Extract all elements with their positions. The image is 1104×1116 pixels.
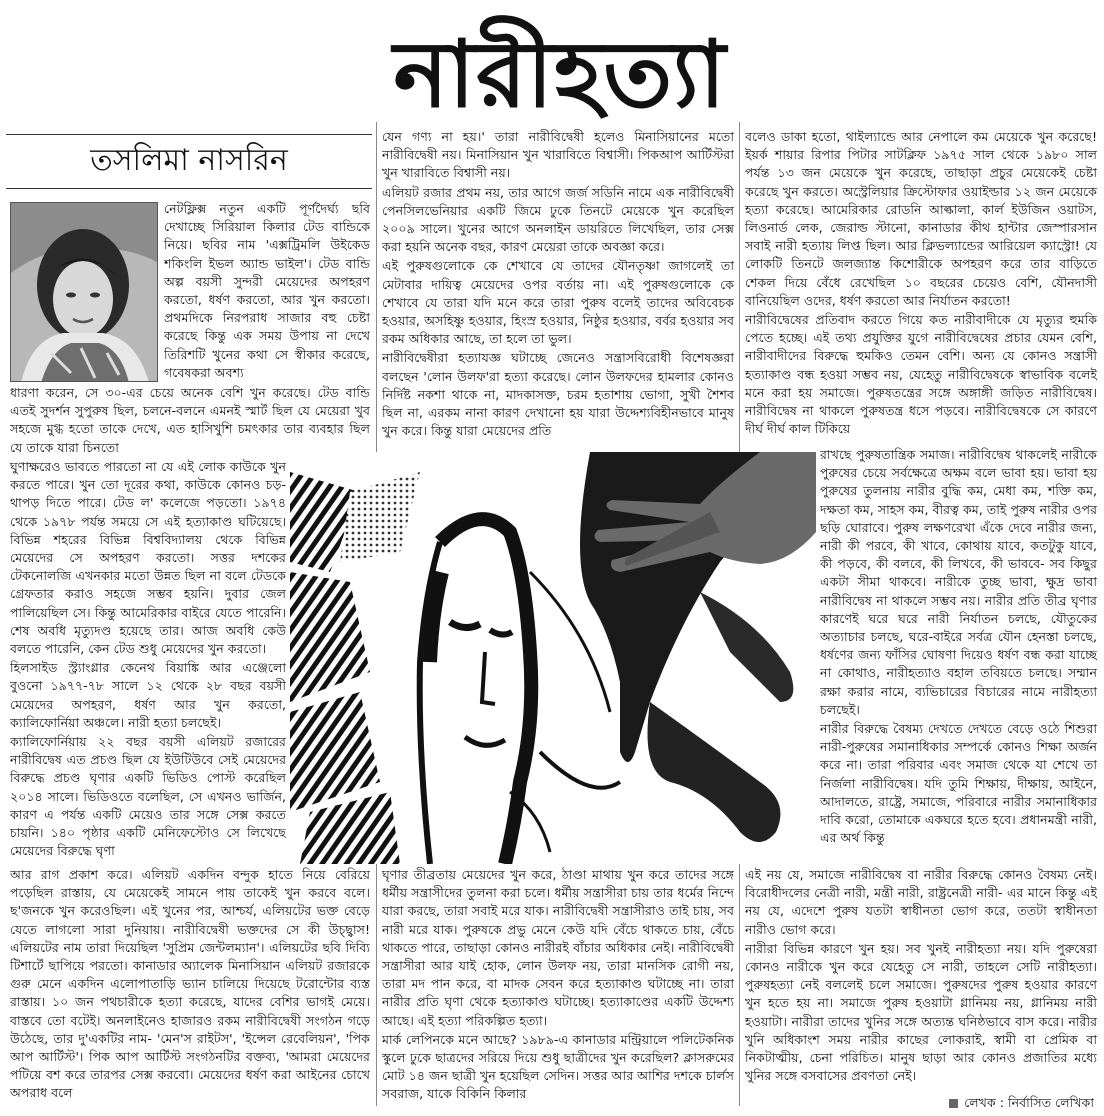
col2-bottom xyxy=(382,866,734,1112)
paragraph: নারীবিদ্বেষীরা হত্যাযজ্ঞ ঘটাচ্ছে জেনেও সন্ত্রাসবিরোধী বিশেষজ্ঞরা বলছেন 'লোন উলফ'রা হত্যা করেছে। লোন উলফদের হামলার কোনও নির্দিষ্ট নকশা থাকে না, মাদকাসক্ত, চরম হতাশায় ভোগা, সুখী শৈশব ছিল না, এরকম নানা কারণ দেখানো হয় যারা উদ্দেশ্যবিহীনভাবে মানুষ খুন করে। কিন্তু যারা মেয়েদের প্রতি xyxy=(382,350,734,439)
paragraph: হিলসাইড স্ট্র্যাংগ্লার কেনেথ বিয়াঙ্কি আর এঞ্জেলো বুওনো ১৯৭৭-৭৮ সালে ১২ থেকে ২৮ বছর বয়সী মেয়েদের অপহরণ, ধর্ষণ আর খুন করতো, ক্যালিফোর্নিয়া অঞ্চলে। নারী হত্যা চলছেই। xyxy=(10,660,286,730)
paragraph: যেন গণ্য না হয়।' তারা নারীবিদ্বেষী হলেও মিনাসিয়ানের মতো নারীবিদ্বেষী নয়। মিনাসিয়ান খুন খারাবিতে বিশ্বাসী। পিকআপ আর্টিস্টরা খুন খারাবিতে বিশ্বাসী নয়। xyxy=(382,129,734,181)
paragraph: এলিয়ট রজার প্রথম নয়, তার আগে জর্জ সডিনি নামে এক নারীবিদ্বেষী পেনসিলভেনিয়ার একটি জিমে ঢুকে তিনটে মেয়েকে খুন করেছিল ২০০৯ সালে। খুনের আগে অনলাইন ডায়রিতে লিখেছিল, তার সেক্স করা হয়নি অনেক বছর, কারণ মেয়েরা তাকে অবজ্ঞা করে। xyxy=(382,184,734,255)
paragraph: ঘুণাক্ষরেও ভাবতে পারতো না যে এই লোক কাউকে খুন করতে পারে। খুন তো দূরের কথা, কাউকে কোনও চড়-থাপড় দিতে পারে। টেড ল' কলেজে পড়তো। ১৯৭৪ থেকে ১৯৭৮ পর্যন্ত সময়ে সে এই হত্যাকাণ্ড ঘটিয়েছে। বিভিন্ন শহরের বিভিন্ন বিশ্ববিদ্যালয় থেকে বিভিন্ন মেয়েদের সে অপহরণ করতো। সত্তর দশকের টেকনোলজি এখনকার মতো উন্নত ছিল না বলে টেডকে গ্রেফতার করাও সহজে সম্ভব হয়নি। দুবার জেল পালিয়েছিল সে। কিন্তু আমেরিকার বাইরে যেতে পারেনি। শেষ অবধি মৃত্যুদণ্ড হয়েছে তার। আজ অবধি কেউ বলতে পারেনি, কেন টেড শুধু মেয়েদের খুন করতো। xyxy=(10,459,286,657)
col1-beside-art xyxy=(10,458,286,866)
author-photo xyxy=(10,202,158,382)
woman-and-hand-artwork xyxy=(290,452,816,864)
col1-below-photo xyxy=(10,384,370,458)
col3-top xyxy=(745,128,1097,446)
byline-bottom-rule xyxy=(6,188,372,189)
author-credit xyxy=(949,1094,1094,1112)
col2-top xyxy=(382,128,734,448)
author-byline: তসলিমা নাসরিন xyxy=(90,143,288,178)
author-credit-text: লেখক : নির্বাসিত লেখিকা xyxy=(964,1095,1094,1110)
paragraph: এই নয় যে, সমাজে নারীবিদ্বেষ বা নারীর বিরুদ্ধে কোনও বৈষম্য নেই। বিরোধীদলের নেত্রী নারী, মন্ত্রী নারী, রাষ্ট্রনেত্রী নারী- এর মানে কিন্তু এই নয় যে, এদেশে পুরুষ যতটা স্বাধীনতা ভোগ করে, ততটা স্বাধীনতা নারীও ভোগ করে। xyxy=(745,867,1097,937)
col1-beside-photo xyxy=(164,200,370,384)
col1-bottom xyxy=(10,866,370,1112)
col3-beside-art xyxy=(820,446,1097,866)
paragraph: রাখছে পুরুষতান্ত্রিক সমাজ। নারীবিদ্বেষ থাকলেই নারীকে পুরুষের চেয়ে সর্বক্ষেত্রে অক্ষম বলে ভাবা হয়। ভাবা হয় পুরুষের তুলনায় নারীর বুদ্ধি কম, মেধা কম, শক্তি কম, দক্ষতা কম, সাহস কম, বীরত্ব কম, তাই পুরুষ নারীর ওপর ছড়ি ঘোরাবে। পুরুষ লক্ষণরেখা এঁকে দেবে নারীর জন্য, নারী কী পরবে, কী খাবে, কোথায় যাবে, কতটুকু যাবে, কী পড়বে, কী বলবে, কী লিখবে, কী ভাববে- সব কিছুর একটা সীমা থাকবে। নারীকে তুচ্ছ ভাবা, ক্ষুদ্র ভাবা নারীবিদ্বেষ না থাকলে সম্ভব নয়। নারীর প্রতি তীব্র ঘৃণার কারণেই ঘরে ঘরে নারী নির্যাতন চলছে, যৌতুকের অত্যাচার চলছে, ঘরে-বাইরে সর্বত্র যৌন হেনস্তা চলছে, ধর্ষণের জন্য ফাঁসির ঘোষণা দিয়েও ধর্ষণ বন্ধ করা যাচ্ছে না কোথাও, নারীহত্যাও বহাল তবিয়তে চলছে। সম্মান রক্ষা করার নামে, ব্যভিচারের বিচারের নামে নারীহত্যা চলছেই। xyxy=(820,447,1097,717)
headline: নারীহত্যা xyxy=(393,20,727,128)
paragraph: আর রাগ প্রকাশ করে। এলিয়ট একদিন বন্দুক হাতে নিয়ে বেরিয়ে পড়েছিল রাস্তায়, যে মেয়েকেই সামনে পায় তাকেই খুন করবে বলে। ছ'জনকে খুন করেওছিল। এই খুনের পর, আশ্চর্য, এলিয়টের ভক্ত বেড়ে যেতে লাগলো সারা দুনিয়ায়। নারীবিদ্বেষী ভক্তদের সে কী উচ্ছ্বাস! এলিয়টের নাম তারা দিয়েছিল 'সুপ্রিম জেন্টলম্যান'। এলিয়টের ছবি দিব্যি টিশার্টে ছাপিয়ে পরতো। কানাডার অ্যালেক মিনাসিয়ান এলিয়ট রজারকে গুরু মেনে একদিন এলোপাতাড়ি ভ্যান চালিয়ে দিয়েছে টরোন্টোর ব্যস্ত রাস্তায়। ১০ জন পথচারীকে হত্যা করেছে, যাদের বেশির ভাগই মেয়ে। বাস্তবে তো বটেই। অনলাইনেও হাজারও রকম নারীবিদ্বেষী সংগঠন গড়ে উঠেছে, তার দু'একটির নাম- 'মেন'স রাইটস', 'ইন্সেল রেবেলিয়ন', 'পিক আপ আর্টিস্ট'। পিক আপ আর্টিস্ট সংগঠনটির বক্তব্য, 'আমরা মেয়েদের পটিয়ে বশ করে তারপর সেক্স করবো। মেয়েদের ধর্ষণ করা আইনের চোখে অপরাধ বলে xyxy=(10,867,370,1101)
paragraph: নারীরা বিভিন্ন কারণে খুন হয়। সব খুনই নারীহত্যা নয়। যদি পুরুষেরা কোনও নারীকে খুন করে যেহেতু সে নারী, তাহলে সেটি নারীহত্যা। পুরুষহত্যা নেই বললেই চলে সমাজে। পুরুষদের পুরুষ হওয়ার কারণে খুন হতে হয় না। সমাজে পুরুষ হওয়াটা গ্লানিময় নয়, গ্লানিময় নারী হওয়াটা। নারীরা তাদের খুনির সঙ্গে অত্যন্ত ঘনিষ্ঠভাবে বাস করে। নারীর খুনি অধিকাংশ সময় নারীর কাছের লোকরাই, স্বামী বা প্রেমিক বা নিকটাত্মীয়, চেনা পরিচিত। মানুষ ছাড়া আর কোনও প্রজাতির মধ্যে খুনির সঙ্গে বসবাসের প্রবণতা নেই। xyxy=(745,940,1097,1084)
paragraph: নেটফ্লিক্স নতুন একটি পূর্ণদৈর্ঘ্য ছবি দেখাচ্ছে সিরিয়াল কিলার টেড বান্ডিকে নিয়ে। ছবির নাম 'এক্সট্রিমলি উইকেড শকিংলি ইভল অ্যান্ড ভাইল'। টেড বান্ডি অল্প বয়সী সুন্দরী মেয়েদের অপহরণ করতো, ধর্ষণ করতো, আর খুন করতো। প্রথমদিকে নিরপরাধ সাজার বহু চেষ্টা করেছে কিন্তু এক সময় উপায় না দেখে তিরিশটি খুনের কথা সে স্বীকার করেছে, গবেষকরা অবশ্য xyxy=(164,201,370,380)
col3-bottom xyxy=(745,866,1097,1092)
author-portrait-image xyxy=(11,203,158,382)
byline-top-rule xyxy=(6,134,372,135)
paragraph: বলেও ডাকা হতো, থাইল্যান্ডে আর নেপালে কম মেয়েকে খুন করেছে! ইয়র্ক শায়ার রিপার পিটার সাটক্লিফ ১৯৭৫ সাল থেকে ১৯৮০ সাল পর্যন্ত ১৩ জন মেয়েকে খুন করেছে, তাছাড়া প্রচুর মেয়েকেই চেষ্টা করেছে খুন করতে। অস্ট্রেলিয়ার ক্রিস্টোফার ওয়াইল্ডার ১২ জন মেয়েকে হত্যা করেছে। আমেরিকার রোডনি আল্কালা, কার্ল ইউজিন ওয়াটস, লিওনার্ড লেক, জেরাল্ড স্টানো, কানাডার কীথ হান্টার জেস্পারসান সবাই নারী হত্যায় লিপ্ত ছিল। আর ক্লিভল্যান্ডের আরিয়েল ক্যাস্ট্রো! যে লোকটি তিনটে জলজ্যান্ত কিশোরীকে অপহরণ করে তার বাড়িতে শেকল দিয়ে বেঁধে রেখেছিল ১০ বছরের চেয়েও বেশি, যৌনদাসী বানিয়েছিল ওদের, ধর্ষণ করতো আর নির্যাতন করতো! xyxy=(745,129,1097,308)
paragraph: ধারণা করেন, সে ৩০-এর চেয়ে অনেক বেশি খুন করেছে। টেড বান্ডি এতই সুদর্শন সুপুরুষ ছিল, চলনে-বলনে এমনই স্মার্ট ছিল যে মেয়েরা খুব সহজে মুগ্ধ হতো তাকে দেখে, এত হাসিখুশি চমৎকার তার ব্যবহার ছিল যে তাকে যারা চিনতো xyxy=(10,385,370,455)
paragraph: নারীবিদ্বেষের প্রতিবাদ করতে গিয়ে কত নারীবাদীকে যে মৃত্যুর হুমকি পেতে হচ্ছে। এই তথ্য প্রযুক্তির যুগে নারীবিদ্বেষের প্রচার যেমন বেশি, নারীবাদীদের বিরুদ্ধে হুমকিও তেমন বেশি। অন্য যে কোনও সন্ত্রাসী হত্যাকাণ্ড বন্ধ হওয়া সম্ভব নয়, যেহেতু নারীবিদ্বেষকে স্বাভাবিক বলেই মনে করা হয় সমাজে। পুরুষতন্ত্রের সঙ্গে অঙ্গাঙ্গী জড়িত নারীবিদ্বেষ। নারীবিদ্বেষ না থাকলে পুরুষতন্ত্র ধসে পড়বে। নারীবিদ্বেষকে সে কারণে দীর্ঘ দীর্ঘ কাল টিকিয়ে xyxy=(745,312,1097,437)
paragraph: এই পুরুষগুলোকে কে শেখাবে যে তাদের যৌনতৃষ্ণা জাগলেই তা মেটাবার দায়িত্ব মেয়েদের ওপর বর্তায় না। এই পুরুষগুলোকে কে শেখাবে যে তারা যদি মনে করে তারা পুরুষ বলেই তাদের অবিবেচক হওয়ার, অসহিষ্ণু হওয়ার, হিংস্র হওয়ার, নিষ্ঠুর হওয়ার, বর্বর হওয়ার সব রকম অধিকার আছে, তা হলে তা ভুল। xyxy=(382,258,734,347)
article-illustration xyxy=(290,452,816,864)
paragraph: ক্যালিফোর্নিয়ায় ২২ বছর বয়সী এলিয়ট রজারের নারীবিদ্বেষ এত প্রচণ্ড ছিল যে ইউটিউবে সেই মেয়েদের বিরুদ্ধে প্রচণ্ড ঘৃণার একটি ভিডিও পোস্ট করেছিল ২০১৪ সালে। ভিডিওতে বলেছিল, সে এখনও ভার্জিন, কারণ এ পর্যন্ত একটি মেয়েও তার সঙ্গে সেক্স করতে চায়নি। ১৪০ পৃষ্ঠার একটি মেনিফেস্টোও সে লিখেছে মেয়েদের বিরুদ্ধে ঘৃণা xyxy=(10,734,286,859)
paragraph: ঘৃণার তীব্রতায় মেয়েদের খুন করে, ঠাণ্ডা মাথায় খুন করে তাদের সঙ্গে ধর্মীয় সন্ত্রাসীদের তুলনা করা চলে। ধর্মীয় সন্ত্রাসীরা চায় তার ধর্মের নিন্দে যারা করছে, তারা সবাই মরে যাক। নারীবিদ্বেষী সন্ত্রাসীরাও তাই চায়, সব নারী মরে যাক। পুরুষকে প্রভু মেনে কেউ যদি বেঁচে থাকতে চায়, বেঁচে থাকতে পারে, তাছাড়া কোনও নারীরই বাঁচার অধিকার নেই। নারীবিদ্বেষী সন্ত্রাসীরা আর যাই হোক, লোন উলফ নয়, তারা মানসিক রোগী নয়, তারা মদ পান করে, বা মাদক সেবন করে হত্যাকাণ্ড ঘটাচ্ছে না। তারা নারীর প্রতি ঘৃণা থেকে হত্যাকাণ্ড ঘটাচ্ছে। হত্যাকাণ্ডের একটি উদ্দেশ্য আছে। এই হত্যা পরিকল্পিত হত্যা। xyxy=(382,867,734,1028)
paragraph: মার্ক লেপিনকে মনে আছে? ১৯৮৯-এ কানাডার মন্ট্রিয়ালে পলিটেকনিক স্কুলে ঢুকে ছাত্রদের সরিয়ে দিয়ে শুধু ছাত্রীদের খুন করেছিল? ক্লাসরুমের মোট ১৪ জন ছাত্রী খুন হয়েছিল সেদিন। সত্তর আর আশির দশকে চার্লস সবরাজ, যাকে বিকিনি কিলার xyxy=(382,1031,734,1102)
paragraph: নারীর বিরুদ্ধে বৈষম্য দেখতে দেখতে বেড়ে ওঠে শিশুরা নারী-পুরুষের সমানাধিকার সম্পর্কে কোনও শিক্ষা অর্জন করে না। তারা পরিবার এবং সমাজ থেকে যা শেখে তা নির্জলা নারীবিদ্বেষ। যদি তুমি শিক্ষায়, দীক্ষায়, আইনে, আদালতে, রাষ্ট্রে, সমাজে, পরিবারে নারীর সমানাধিকার দাবি করো, তোমাকে একঘরে হতে হবে। প্রধানমন্ত্রী নারী, এর অর্থ কিন্তু xyxy=(820,721,1097,846)
square-bullet-icon xyxy=(949,1099,958,1108)
